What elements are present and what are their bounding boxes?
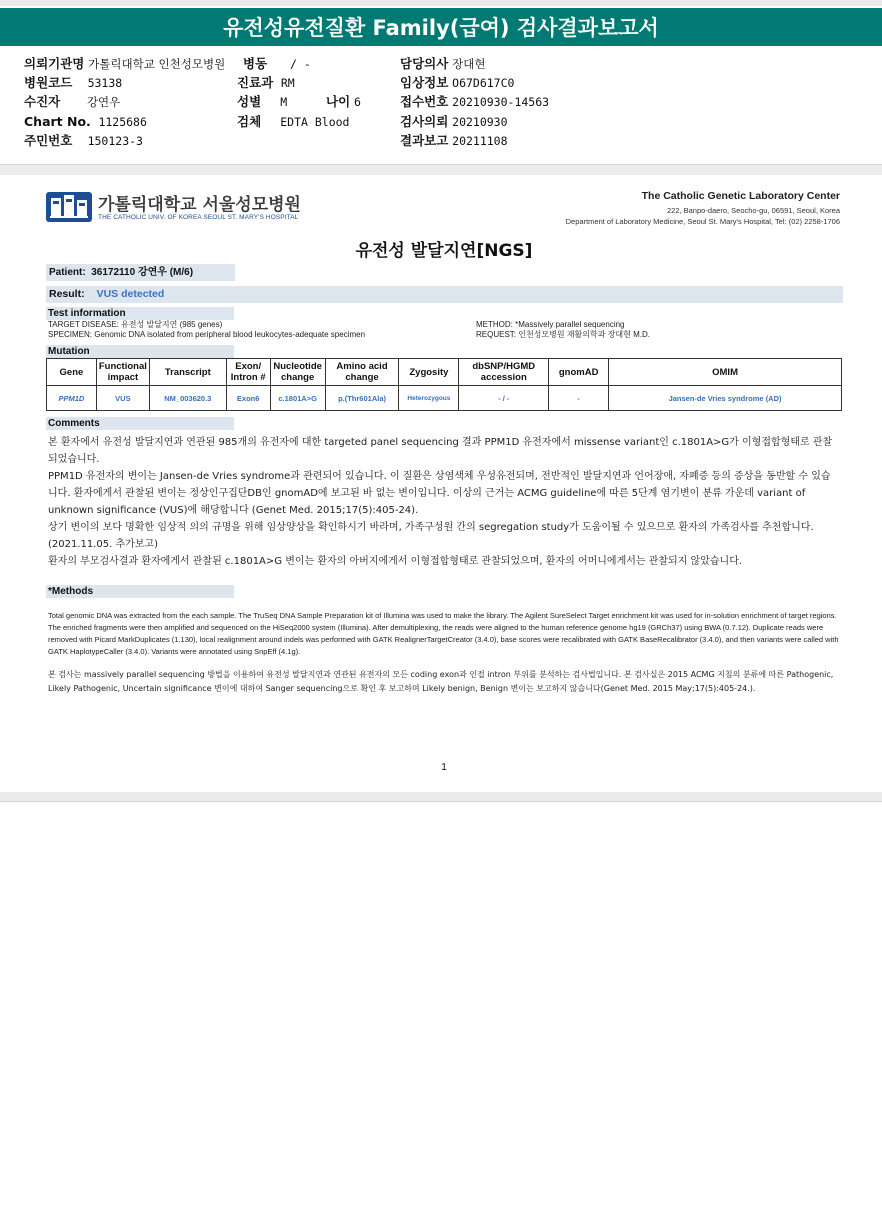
id-row — [24, 132, 143, 150]
request-date-label: 검사의뢰 — [400, 114, 449, 129]
examinee-row — [24, 93, 120, 111]
col-zygosity: Zygosity — [399, 359, 459, 386]
comments-heading: Comments — [46, 417, 234, 430]
comment-paragraph: PPM1D 유전자의 변이는 Jansen-de Vries syndrome과 관련되어 있습니다. 이 질환은 상염색체 우성유전되며, 전반적인 발달지연과 언어장애, 자폐증 등의 증상을 동반할 수 있습니다. 환자에게서 관찰된 변이는 정상인구집단DB인 gnomAD에 보고된 바 없는 변이입니다. 이상의 근거는 ACMG guideline에 따른 5단계 염기변이 분류 가운데 variant of unknown significance (VUS)에 해당합니다 (Genet Med. 2015;17(5):405-24). — [48, 471, 831, 516]
patient-label: Patient: — [49, 267, 86, 278]
col-amino-acid: Amino acid change — [325, 359, 399, 386]
hospital-code-value: 53138 — [87, 76, 123, 90]
cell-functional-impact: VUS — [96, 386, 149, 411]
report-title-bar: 유전성유전질환 Family(급여) 검사결과보고서 — [0, 8, 882, 46]
mutation-table — [46, 358, 842, 411]
page-separator-bottom — [0, 792, 882, 802]
request-date-value: 20210930 — [452, 115, 508, 129]
methods-korean-text: 본 검사는 massively parallel sequencing 방법을 이용하여 유전성 발달지연과 연관된 유전자의 모든 coding exon과 인접 intron 부위를 분석하는 검사법입니다. 본 검사실은 2015 ACMG 지침의 분류에 따른 Pathogenic, Likely Pathogenic, Uncertain significance 변이에 대하여 Sanger sequencing으로 확인 후 보고하며 Likely benign, Benign 변이는 보고하지 않습니다(Genet Med. 2015 May;17(5):405-24.). — [48, 670, 834, 693]
mutation-heading: Mutation — [46, 345, 234, 358]
ward-row — [243, 55, 311, 73]
result-value: VUS detected — [96, 288, 165, 300]
clinical-info-value: O67D617C0 — [452, 76, 515, 90]
hospital-code-row — [24, 74, 122, 92]
mutation-header-row — [47, 359, 842, 386]
cell-omim: Jansen-de Vries syndrome (AD) — [609, 386, 842, 411]
attending-value: 장대현 — [452, 57, 486, 71]
page-number: 1 — [441, 762, 447, 773]
comment-paragraph: 상기 변이의 보다 명확한 임상적 의의 규명을 위해 임상양상을 확인하시기 바라며, 가족구성원 간의 segregation study가 도움이될 수 있으므로 환자의 가족검사를 추천합니다. — [48, 522, 814, 533]
chart-value: 1125686 — [98, 115, 147, 129]
specimen-info: SPECIMEN: Genomic DNA isolated from peripheral blood leukocytes-adequate specimen — [48, 330, 366, 339]
requesting-institution-label: 의뢰기관명 — [24, 56, 85, 71]
result-label: Result: — [49, 288, 85, 300]
ward-label: 병동 — [243, 56, 268, 71]
patient-bar — [46, 264, 235, 281]
sex-value: M — [280, 95, 288, 109]
comments-body — [48, 434, 840, 570]
col-functional-impact: Functional impact — [96, 359, 149, 386]
requesting-institution-row — [24, 55, 225, 73]
chart-label: Chart No. — [24, 114, 91, 129]
cell-dbsnp: - / - — [459, 386, 549, 411]
comment-paragraph: 환자의 부모검사결과 환자에게서 관찰된 c.1801A>G 변이는 환자의 아버지에게서 이형접합형태로 관찰되었으며, 환자의 어머니에게서는 관찰되지 않았습니다. — [48, 556, 743, 567]
cell-gnomad: - — [549, 386, 609, 411]
receipt-value: 20210930-14563 — [452, 95, 550, 109]
lab-center-address: 222, Banpo-daero, Seocho-gu, 06591, Seoul, Korea — [666, 206, 840, 215]
page-separator-top — [0, 164, 882, 175]
method-info: METHOD: *Massively parallel sequencing — [476, 320, 625, 329]
patient-value: 36172110 강연우 (M/6) — [91, 267, 194, 278]
ward-value: / - — [290, 57, 311, 71]
cell-nucleotide: c.1801A>G — [270, 386, 325, 411]
methods-text: Total genomic DNA was extracted from the each sample. The TruSeq DNA Sample Preparation kit of Illumina was used to make the library. The Agilent SureSelect Target enrichment kit was used for in-solution enrichment of target regions. The enriched fragments were then amplified and sequenced on the HiSeq2000 system (Illumina). After demultiplexing, the reads were aligned to the human reference genome hg19 (GRCh37) using BWA (0.7.12). Duplicate reads were removed with Picard MarkDuplicates (1.130), local realignment around indels was performed with GATK RealignerTargetCreator (3.4.0), base scores were recalibrated with GATK BaseRecalibrator (3.4.0), and then variants were called with GATK HaplotypeCaller (3.4.0). Variants were annotated using SnpEff (4.1g). — [48, 611, 839, 656]
col-transcript: Transcript — [149, 359, 226, 386]
comment-paragraph: 본 환자에서 유전성 발달지연과 연관된 985개의 유전자에 대한 targeted panel sequencing 결과 PPM1D 유전자에서 missense variant인 c.1801A>G가 이형접합형태로 관찰되었습니다. — [48, 437, 833, 465]
lab-center-name: The Catholic Genetic Laboratory Center — [641, 190, 840, 202]
cell-amino-acid: p.(Thr601Ala) — [325, 386, 399, 411]
receipt-row — [400, 93, 549, 111]
request-date-row — [400, 113, 508, 131]
specimen-label: 검체 — [237, 114, 262, 129]
target-disease: TARGET DISEASE: 유전성 발달지연 (985 genes) — [48, 320, 223, 329]
department-label: 진료과 — [237, 75, 274, 90]
sex-row — [237, 93, 287, 111]
col-dbsnp: dbSNP/HGMD accession — [459, 359, 549, 386]
examinee-label: 수진자 — [24, 94, 61, 109]
cell-gene: PPM1D — [47, 386, 97, 411]
specimen-row — [237, 113, 349, 131]
report-date-value: 20211108 — [452, 134, 508, 148]
mutation-row — [47, 386, 842, 411]
top-border — [0, 0, 882, 6]
receipt-label: 접수번호 — [400, 94, 449, 109]
comment-paragraph: (2021.11.05. 추가보고) — [48, 539, 159, 550]
requesting-institution-value: 가톨릭대학교 인천성모병원 — [88, 57, 226, 71]
hospital-subtitle: THE CATHOLIC UNIV. OF KOREA SEOUL ST. MARY'S HOSPITAL — [98, 214, 299, 221]
department-row — [237, 74, 295, 92]
report-date-label: 결과보고 — [400, 133, 449, 148]
hospital-logo-icon — [46, 192, 92, 222]
id-value: 150123-3 — [87, 134, 143, 148]
test-info-heading: Test information — [46, 307, 234, 320]
age-label: 나이 — [326, 94, 351, 109]
clinical-info-row — [400, 74, 514, 92]
clinical-info-label: 임상정보 — [400, 75, 449, 90]
col-omim: OMIM — [609, 359, 842, 386]
department-value: RM — [280, 76, 295, 90]
col-gene: Gene — [47, 359, 97, 386]
examinee-value: 강연우 — [86, 95, 121, 109]
col-exon: Exon/ Intron # — [226, 359, 270, 386]
cell-transcript: NM_003620.3 — [149, 386, 226, 411]
attending-label: 담당의사 — [400, 56, 449, 71]
hospital-name: 가톨릭대학교 서울성모병원 — [98, 195, 301, 215]
request-info: REQUEST: 인천성모병원 재활의학과 장대현 M.D. — [476, 330, 650, 339]
methods-heading: *Methods — [46, 585, 234, 598]
chart-row — [24, 113, 147, 131]
lab-center-department: Department of Laboratory Medicine, Seoul St. Mary's Hospital, Tel: (02) 2258-1706 — [565, 217, 840, 226]
sex-label: 성별 — [237, 94, 262, 109]
specimen-value: EDTA Blood — [280, 115, 350, 129]
hospital-code-label: 병원코드 — [24, 75, 73, 90]
age-value: 6 — [353, 95, 361, 109]
result-bar — [46, 286, 843, 303]
age-row — [326, 93, 361, 111]
col-nucleotide: Nucleotide change — [270, 359, 325, 386]
document-title: 유전성 발달지연[NGS] — [355, 241, 533, 261]
col-gnomad: gnomAD — [549, 359, 609, 386]
cell-exon: Exon6 — [226, 386, 270, 411]
id-label: 주민번호 — [24, 133, 73, 148]
attending-row — [400, 55, 485, 73]
report-date-row — [400, 132, 508, 150]
cell-zygosity: Heterozygous — [399, 386, 459, 411]
